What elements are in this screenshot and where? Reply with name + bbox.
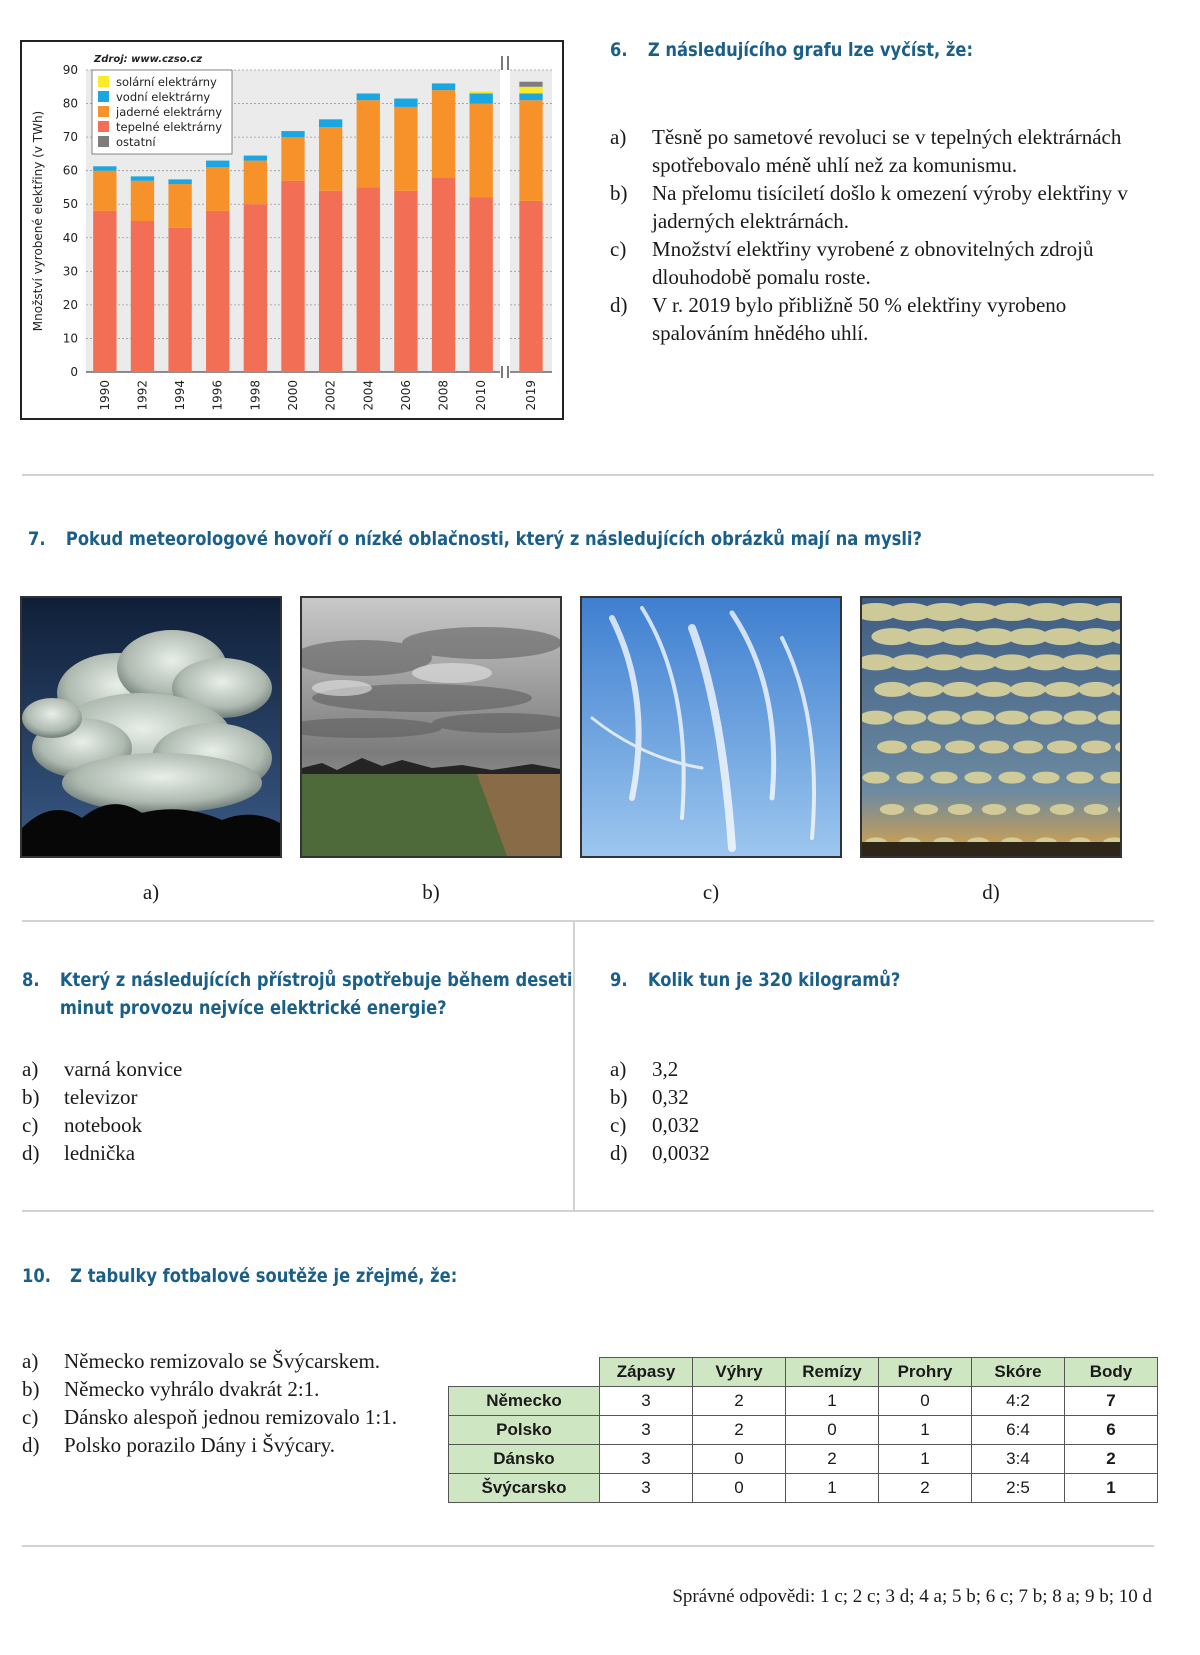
team-name: Polsko: [449, 1416, 600, 1445]
table-cell: 3: [600, 1387, 693, 1416]
chart-source: Zdroj: www.czso.cz: [94, 54, 203, 65]
question-7-number: 7.: [28, 528, 46, 550]
bar-segment: [131, 176, 154, 180]
table-cell: 2:5: [972, 1474, 1065, 1503]
bar-segment: [319, 191, 342, 372]
x-tick-label: 2008: [436, 380, 451, 411]
question-8-option-b[interactable]: b) televizor: [22, 1085, 138, 1109]
table-cell: 3: [600, 1416, 693, 1445]
question-9-options: [610, 1055, 1130, 1167]
y-tick-label: 0: [70, 365, 78, 379]
bar-segment: [432, 90, 455, 177]
bar-segment: [281, 131, 304, 137]
bar-segment: [319, 119, 342, 127]
question-9-option-b[interactable]: b) 0,32: [610, 1085, 689, 1109]
legend-swatch: [98, 136, 109, 147]
table-cell: 7: [1065, 1387, 1158, 1416]
table-cell: 0: [693, 1445, 786, 1474]
table-cell: 6: [1065, 1416, 1158, 1445]
question-6-options: [610, 123, 1150, 347]
question-8-number: 8.: [22, 969, 40, 991]
table-cell: 1: [786, 1387, 879, 1416]
energy-chart-svg: [22, 42, 562, 418]
bar-segment: [168, 179, 191, 184]
legend-label: tepelné elektrárny: [116, 120, 223, 134]
table-cell: 0: [879, 1387, 972, 1416]
question-10-heading: [22, 1262, 457, 1290]
y-axis-label: Množství vyrobené elektřiny (v TWh): [31, 110, 45, 332]
energy-chart: [20, 40, 564, 420]
x-tick-label: 1994: [173, 380, 188, 411]
y-tick-label: 40: [62, 230, 78, 245]
bar-segment: [281, 137, 304, 181]
question-9-number: 9.: [610, 969, 628, 991]
bar-segment: [519, 82, 542, 87]
bar-segment: [470, 91, 493, 93]
table-header: Výhry: [693, 1358, 786, 1387]
table-cell: 6:4: [972, 1416, 1065, 1445]
legend-swatch: [98, 91, 109, 102]
legend-swatch: [98, 76, 109, 87]
cloud-photo-d[interactable]: [860, 596, 1122, 858]
bar-segment: [470, 93, 493, 103]
question-7-heading: [28, 525, 922, 553]
bar-segment: [394, 191, 417, 372]
bar-segment: [131, 221, 154, 372]
bar-segment: [93, 211, 116, 372]
x-tick-label: 2006: [398, 380, 413, 411]
question-9-option-a[interactable]: a) 3,2: [610, 1057, 679, 1081]
answers-footer: Správné odpovědi: 1 c; 2 c; 3 d; 4 a; 5 b; 6 c; 7 b; 8 a; 9 b; 10 d: [672, 1586, 1152, 1607]
question-6-option-c[interactable]: c) Množství elektřiny vyrobené z obnovitelných zdrojů dlouhodobě pomalu roste.: [610, 237, 1094, 289]
team-name: Švýcarsko: [449, 1474, 600, 1503]
question-10-options: [22, 1347, 442, 1459]
bar-segment: [131, 181, 154, 221]
x-tick-label: 2004: [361, 380, 376, 411]
cloud-photo-b[interactable]: [300, 596, 562, 858]
table-row: [449, 1474, 1158, 1503]
y-tick-label: 90: [62, 63, 78, 77]
x-tick-label: 2000: [286, 380, 300, 411]
cloud-photo-a[interactable]: [20, 596, 282, 858]
divider: [22, 1545, 1154, 1547]
y-tick-label: 10: [62, 331, 78, 346]
x-tick-label: 1992: [135, 380, 150, 411]
y-tick-label: 30: [62, 264, 78, 279]
table-header: Prohry: [879, 1358, 972, 1387]
legend-swatch: [98, 106, 109, 117]
bar-segment: [319, 127, 342, 191]
question-10-option-b[interactable]: b) Německo vyhrálo dvakrát 2:1.: [22, 1377, 320, 1401]
bar-segment: [244, 161, 267, 205]
question-6-option-a[interactable]: a) Těsně po sametové revoluci se v tepelných elektrárnách spotřebovalo méně uhlí než za komunismu.: [610, 125, 1122, 177]
question-8-heading: [22, 966, 572, 1022]
table-cell: 3: [600, 1445, 693, 1474]
cloud-photo-c[interactable]: [580, 596, 842, 858]
y-tick-label: 50: [62, 197, 78, 212]
bar-segment: [244, 204, 267, 372]
bar-segment: [168, 228, 191, 372]
x-tick-label: 2002: [323, 380, 338, 411]
question-7-text: Pokud meteorologové hovoří o nízké oblačnosti, který z následujících obrázků mají na mysli?: [65, 528, 923, 550]
question-8-line2: minut provozu nejvíce elektrické energie?: [59, 997, 447, 1019]
table-cell: 2: [1065, 1445, 1158, 1474]
bar-segment: [244, 156, 267, 161]
divider: [22, 920, 1154, 922]
table-cell: 1: [1065, 1474, 1158, 1503]
bar-segment: [519, 201, 542, 372]
table-cell: 3: [600, 1474, 693, 1503]
table-row: [449, 1445, 1158, 1474]
legend-label: vodní elektrárny: [116, 90, 211, 104]
football-table: [448, 1357, 1158, 1503]
bar-segment: [357, 100, 380, 187]
table-cell: 2: [693, 1387, 786, 1416]
question-10-option-c[interactable]: c) Dánsko alespoň jednou remizovalo 1:1.: [22, 1405, 398, 1429]
team-name: Dánsko: [449, 1445, 600, 1474]
bar-segment: [470, 198, 493, 372]
bar-segment: [519, 100, 542, 201]
bar-segment: [519, 93, 542, 100]
legend-label: jaderné elektrárny: [116, 105, 223, 119]
vertical-divider: [573, 922, 575, 1210]
table-cell: 1: [786, 1474, 879, 1503]
question-6-option-d[interactable]: d) V r. 2019 bylo přibližně 50 % elektřiny vyrobeno spalováním hnědého uhlí.: [610, 293, 1067, 345]
table-header-row: [449, 1358, 1158, 1387]
bar-segment: [93, 171, 116, 211]
question-6-number: 6.: [610, 39, 628, 61]
question-6-text: Z následujícího grafu lze vyčíst, že:: [647, 39, 974, 61]
team-name: Německo: [449, 1387, 600, 1416]
table-header: Skóre: [972, 1358, 1065, 1387]
divider: [22, 474, 1154, 476]
bar-segment: [168, 184, 191, 228]
question-6-heading: [610, 36, 973, 64]
bar-segment: [357, 93, 380, 100]
legend-label: ostatní: [116, 135, 156, 149]
table-cell: 0: [693, 1474, 786, 1503]
question-8-option-d[interactable]: d) lednička: [22, 1141, 136, 1165]
question-10-option-a[interactable]: a) Německo remizovalo se Švýcarskem.: [22, 1349, 381, 1373]
x-tick-label: 2019: [524, 380, 538, 411]
table-cell: 4:2: [972, 1387, 1065, 1416]
caption-c: c): [702, 880, 720, 904]
caption-d: d): [982, 880, 1000, 904]
table-cell: 0: [786, 1416, 879, 1445]
x-tick-label: 1996: [210, 380, 225, 411]
table-cell: 3:4: [972, 1445, 1065, 1474]
y-tick-label: 70: [62, 130, 78, 145]
table-corner: [449, 1358, 600, 1387]
question-8-options: [22, 1055, 542, 1167]
bar-segment: [394, 107, 417, 191]
x-tick-label: 1998: [248, 380, 263, 411]
caption-a: a): [142, 880, 160, 904]
table-header: Remízy: [786, 1358, 879, 1387]
table-header: Zápasy: [600, 1358, 693, 1387]
x-tick-label: 2010: [474, 380, 489, 411]
table-cell: 2: [693, 1416, 786, 1445]
caption-b: b): [422, 880, 440, 904]
table-header: Body: [1065, 1358, 1158, 1387]
bar-segment: [206, 167, 229, 211]
question-10-number: 10.: [22, 1265, 51, 1287]
y-tick-label: 20: [62, 297, 78, 312]
x-tick-label: 1990: [97, 380, 112, 411]
bar-segment: [519, 87, 542, 94]
question-9-heading: [610, 966, 900, 994]
bar-segment: [432, 83, 455, 90]
legend-swatch: [98, 121, 109, 132]
table-cell: 1: [879, 1416, 972, 1445]
table-cell: 2: [879, 1474, 972, 1503]
bar-segment: [206, 161, 229, 168]
legend-label: solární elektrárny: [116, 75, 217, 89]
bar-segment: [394, 99, 417, 107]
question-10-text: Z tabulky fotbalové soutěže je zřejmé, že:: [70, 1265, 458, 1287]
question-9-option-d[interactable]: d) 0,0032: [610, 1141, 710, 1165]
bar-segment: [432, 177, 455, 372]
divider: [22, 1210, 1154, 1212]
question-6-option-b[interactable]: b) Na přelomu tisíciletí došlo k omezení výroby elektřiny v jaderných elektrárnách.: [610, 181, 1128, 233]
bar-segment: [206, 211, 229, 372]
bar-segment: [357, 187, 380, 372]
table-cell: 1: [879, 1445, 972, 1474]
question-8-option-c[interactable]: c) notebook: [22, 1113, 143, 1137]
question-9-text: Kolik tun je 320 kilogramů?: [647, 969, 901, 991]
y-tick-label: 60: [62, 163, 78, 178]
table-cell: 2: [786, 1445, 879, 1474]
table-row: [449, 1416, 1158, 1445]
question-10-option-d[interactable]: d) Polsko porazilo Dány i Švýcary.: [22, 1433, 336, 1457]
question-9-option-c[interactable]: c) 0,032: [610, 1113, 700, 1137]
bar-segment: [470, 104, 493, 198]
question-8-line1: Který z následujících přístrojů spotřebuje během deseti: [59, 969, 573, 991]
bar-segment: [93, 166, 116, 170]
table-row: [449, 1387, 1158, 1416]
y-tick-label: 80: [62, 96, 78, 111]
question-8-option-a[interactable]: a) varná konvice: [22, 1057, 183, 1081]
bar-segment: [281, 181, 304, 372]
